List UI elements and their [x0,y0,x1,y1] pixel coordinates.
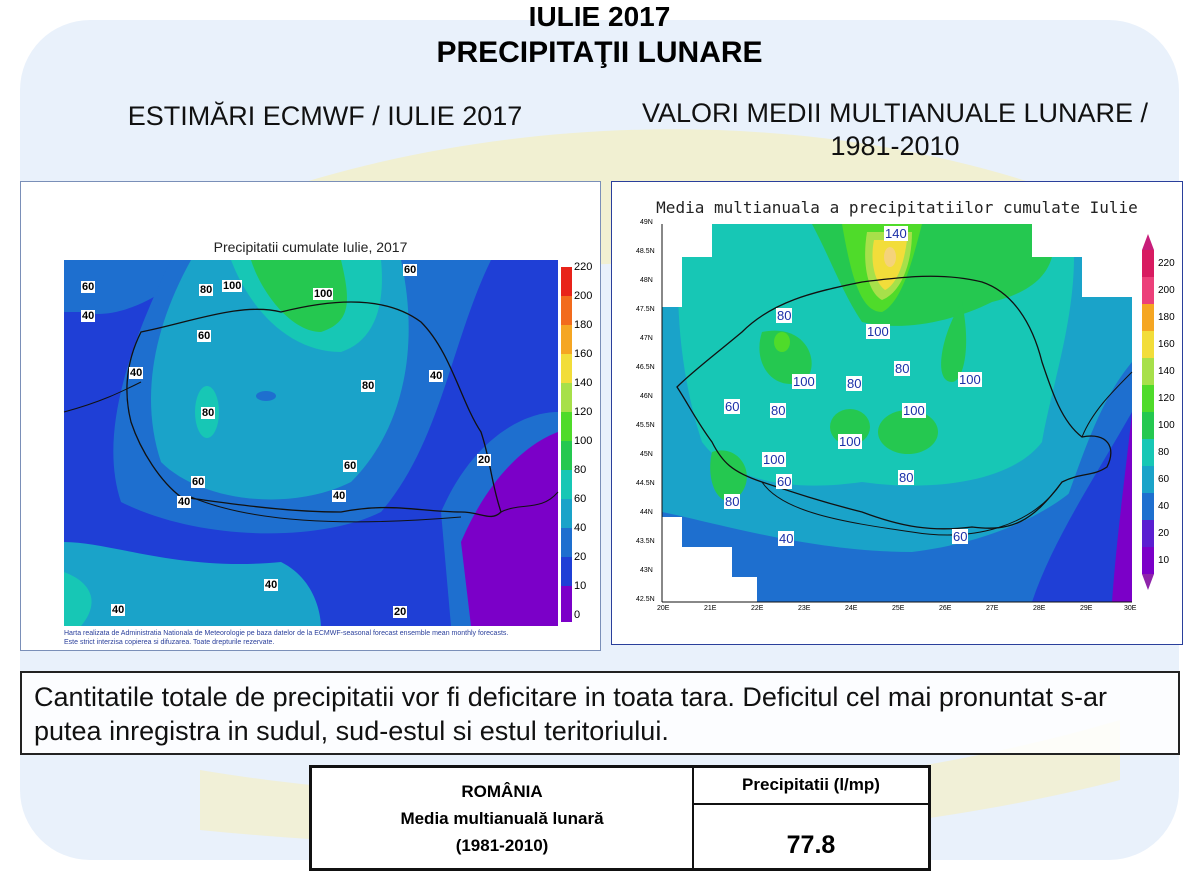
contour-label: 20 [478,454,491,466]
stats-column-header: Precipitatii (l/mp) [693,767,930,804]
stats-region-cell [311,767,694,870]
contour-label: 100 [867,324,889,339]
stats-period: (1981-2010) [455,835,549,855]
page-title-subject: PRECIPITAŢII LUNARE [436,36,763,69]
stats-region: ROMÂNIA [461,781,543,801]
contour-label: 40 [178,496,191,508]
contour-label: 40 [265,579,278,591]
contour-label: 80 [899,470,914,485]
contour-label: 60 [192,476,205,488]
contour-label: 80 [895,361,910,376]
left-map-footnote: Harta realizata de Administratia Nationala de Meteorologie pe baza datelor de la ECMWF-seasonal forecast ensemble mean monthly forecasts. Este strict interzisa copierea si difuzarea. Toate drepturile rezervate. [64,630,509,646]
stats-table [309,765,931,871]
contour-label: 80 [847,376,862,391]
summary-text-box [20,671,1180,755]
page-title-month: IULIE 2017 [528,1,671,32]
contour-label: 80 [362,380,375,392]
contour-label: 80 [725,494,740,509]
contour-label: 100 [903,403,925,418]
contour-label: 100 [959,372,981,387]
contour-label: 60 [404,264,417,276]
left-map-title: Precipitatii cumulate Iulie, 2017 [213,239,408,255]
multiannual-average-map: Media multianuala a precipitatiilor cumulate Iulie 49N 48.5N 48N 47.5N 47N 46.5N 46N 45.5N 45N 44.5N 44N 43.5N 43N 42.5N 20E 21E 22E 23E 24E 25E 26E 27E 28E 29E 30E 220 200 180 160 140 120 100 80 60 40 20 10 140 80 100 100 80 80 100 60 80 100 100 100 60 80 80 40 60 [611,181,1183,645]
contour-label: 40 [112,604,125,616]
contour-label: 100 [223,280,242,292]
contour-label: 60 [953,529,968,544]
contour-label: 80 [777,308,792,323]
ecmwf-forecast-map: Precipitatii cumulate Iulie, 2017 220 200 180 160 140 120 100 80 60 40 20 10 0 60 80 100 100 60 40 60 40 80 80 40 20 60 40 60 40 40 20 40 Harta realizata de Administratia Nationala de Meteorologie pe baza datelor de la ECMWF-seasonal forecast ensemble mean monthly forecasts. Este strict interzisa copierea si difuzarea. Toate drepturile rezervate. [20,181,601,651]
contour-label: 60 [777,474,792,489]
contour-label: 100 [839,434,861,449]
contour-label: 80 [200,284,213,296]
right-map-title: Media multianuala a precipitatiilor cumulate Iulie [656,198,1138,217]
contour-label: 100 [763,452,785,467]
contour-label: 40 [130,367,143,379]
contour-label: 80 [202,407,215,419]
stats-label: Media multianuală lunară [400,808,604,828]
contour-label: 60 [82,281,95,293]
right-heading: VALORI MEDII MULTIANUALE LUNARE / 1981-2010 [641,98,1149,161]
contour-label: 40 [779,531,794,546]
contour-label: 40 [82,310,95,322]
left-colorbar [561,267,572,622]
right-map-graphic [612,182,1182,644]
contour-label: 60 [725,399,740,414]
summary-text: Cantitatile totale de precipitatii vor fi deficitare in toata tara. Deficitul cel mai pronuntat s-ar putea inregistra in sudul, sud-estul si estul teritoriului. [34,682,1108,746]
right-colorbar [1142,234,1154,590]
contour-label: 100 [314,288,333,300]
contour-label: 140 [885,226,907,241]
contour-label: 100 [793,374,815,389]
contour-label: 40 [430,370,443,382]
left-heading: ESTIMĂRI ECMWF / IULIE 2017 [127,101,523,131]
stats-value: 77.8 [693,804,930,870]
contour-label: 20 [394,606,407,618]
contour-label: 60 [344,460,357,472]
left-map-graphic [21,182,600,650]
contour-label: 40 [333,490,346,502]
contour-label: 80 [771,403,786,418]
contour-label: 60 [198,330,211,342]
